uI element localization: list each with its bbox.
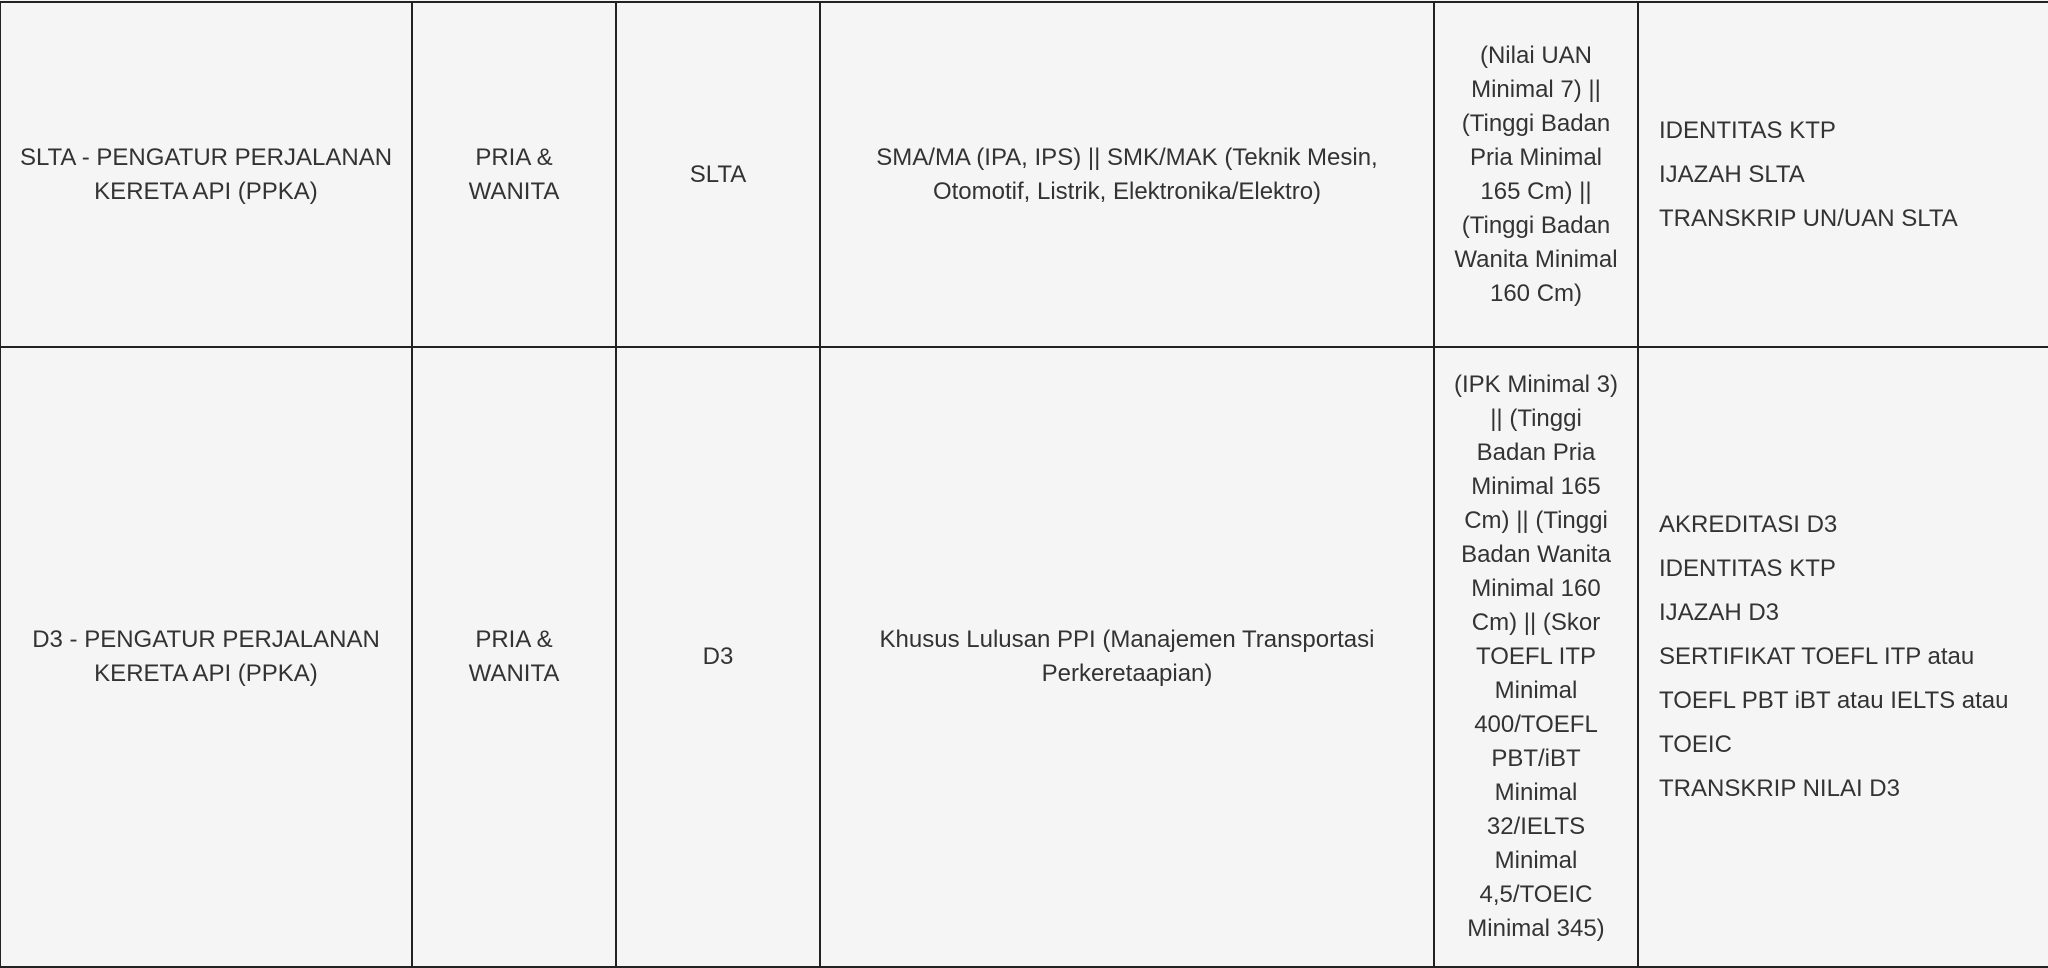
gender-cell: PRIA & WANITA [412, 347, 616, 967]
majors-cell: SMA/MA (IPA, IPS) || SMK/MAK (Teknik Mesin, Otomotif, Listrik, Elektronika/Elektro) [820, 2, 1434, 347]
table-row [0, 2, 2048, 347]
documents-cell [1638, 347, 2048, 967]
position-cell: SLTA - PENGATUR PERJALANAN KERETA API (PPKA) [0, 2, 412, 347]
documents-list [1659, 503, 2037, 811]
education-cell: D3 [616, 347, 820, 967]
majors-cell: Khusus Lulusan PPI (Manajemen Transportasi Perkeretaapian) [820, 347, 1434, 967]
job-requirements-table [0, 1, 2048, 968]
education-cell: SLTA [616, 2, 820, 347]
documents-cell [1638, 2, 2048, 347]
document-item: IDENTITAS KTP [1659, 555, 1836, 582]
document-item: SERTIFIKAT TOEFL ITP atau TOEFL PBT iBT atau IELTS atau TOEIC [1659, 643, 2009, 758]
requirements-cell: (IPK Minimal 3) || (Tinggi Badan Pria Minimal 165 Cm) || (Tinggi Badan Wanita Minimal 160 Cm) || (Skor TOEFL ITP Minimal 400/TOEFL PBT/iBT Minimal 32/IELTS Minimal 4,5/TOEIC Minimal 345) [1434, 347, 1638, 967]
document-item: TRANSKRIP UN/UAN SLTA [1659, 204, 1958, 232]
table-row [0, 347, 2048, 967]
position-cell: D3 - PENGATUR PERJALANAN KERETA API (PPKA) [0, 347, 412, 967]
document-item: AKREDITASI D3 [1659, 511, 1838, 538]
document-item: IJAZAH SLTA [1659, 160, 1805, 188]
requirements-cell: (Nilai UAN Minimal 7) || (Tinggi Badan Pria Minimal 165 Cm) || (Tinggi Badan Wanita Minimal 160 Cm) [1434, 2, 1638, 347]
document-item: IDENTITAS KTP [1659, 116, 1836, 144]
document-item: IJAZAH D3 [1659, 599, 1780, 626]
gender-cell: PRIA & WANITA [412, 2, 616, 347]
document-item: TRANSKRIP NILAI D3 [1659, 775, 1900, 802]
documents-list [1659, 109, 2037, 241]
